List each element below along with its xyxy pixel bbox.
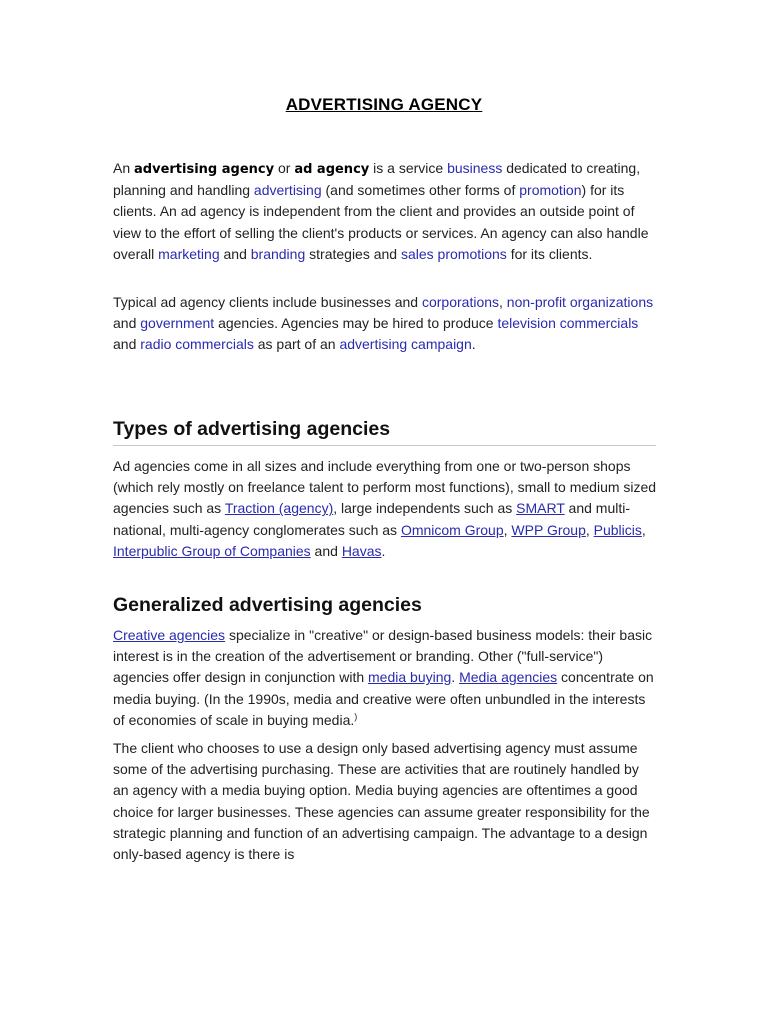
text: , bbox=[499, 294, 507, 310]
link-traction-agency[interactable]: Traction (agency) bbox=[224, 500, 334, 517]
link-publicis[interactable]: Publicis bbox=[593, 521, 642, 538]
generalized-paragraph-1 bbox=[113, 625, 658, 731]
text: and bbox=[310, 542, 342, 559]
text: concentrate on media buying. (In the 1990s, media and creative were often unbundled in the interests of economies of scale in buying media. bbox=[113, 669, 654, 728]
link-advertising[interactable]: advertising bbox=[253, 182, 322, 199]
link-non-profit-organizations[interactable]: non-profit organizations bbox=[506, 294, 654, 310]
text: , bbox=[641, 521, 646, 538]
text: (and sometimes other forms of bbox=[321, 182, 520, 199]
link-wpp-group[interactable]: WPP Group bbox=[511, 521, 586, 538]
link-media-agencies[interactable]: Media agencies bbox=[459, 669, 558, 686]
types-paragraph bbox=[113, 456, 658, 562]
link-corporations[interactable]: corporations bbox=[421, 294, 500, 310]
document-title: ADVERTISING AGENCY bbox=[285, 95, 483, 114]
text: strategies and bbox=[305, 245, 401, 262]
text: . bbox=[451, 669, 460, 686]
text: and bbox=[113, 336, 141, 353]
text: Typical ad agency clients include businesses and bbox=[113, 294, 422, 310]
generalized-paragraph-2: The client who chooses to use a design only based advertising agency must assume some of the advertising purchasing. These are activities that are routinely handled by an agency with a media buying option. Media buying agencies are oftentimes a good choice for larger businesses. These agencies can assume greater responsibility for the strategic planning and function of an advertising campaign. The advantage to a design only-based agency is there is bbox=[113, 740, 650, 863]
intro-paragraph-1 bbox=[113, 158, 658, 265]
link-smart[interactable]: SMART bbox=[516, 500, 565, 517]
term-advertising-agency: advertising agency bbox=[134, 162, 275, 177]
link-marketing[interactable]: marketing bbox=[158, 245, 220, 262]
text: for its clients. bbox=[506, 245, 593, 262]
link-branding[interactable]: branding bbox=[250, 245, 306, 262]
section-heading-generalized: Generalized advertising agencies bbox=[113, 594, 422, 616]
link-advertising-campaign[interactable]: advertising campaign bbox=[339, 336, 472, 353]
term-ad-agency: ad agency bbox=[294, 162, 370, 177]
text: as part of an bbox=[253, 336, 340, 353]
text: ) for its clients. An ad agency is independent from the client and provides an outside point of view to the effort of selling the client's products or services. An agency can also handle overall bbox=[113, 182, 649, 262]
section-heading-types: Types of advertising agencies bbox=[113, 418, 656, 446]
link-radio-commercials[interactable]: radio commercials bbox=[140, 336, 254, 353]
link-interpublic-group[interactable]: Interpublic Group of Companies bbox=[113, 542, 311, 559]
text: specialize in "creative" or design-based business models: their basic interest is in the creation of the advertisement or branding. Other ("full-service") agencies offer design in conjunction with bbox=[113, 627, 653, 686]
link-media-buying[interactable]: media buying bbox=[368, 669, 452, 686]
link-sales-promotions[interactable]: sales promotions bbox=[400, 245, 507, 262]
link-omnicom-group[interactable]: Omnicom Group bbox=[400, 521, 504, 538]
superscript-mark: ) bbox=[354, 711, 358, 722]
text: . bbox=[381, 542, 386, 559]
link-television-commercials[interactable]: television commercials bbox=[497, 315, 639, 332]
intro-paragraph-2 bbox=[113, 292, 658, 356]
text: . bbox=[471, 336, 476, 353]
link-havas[interactable]: Havas bbox=[341, 542, 382, 559]
text: and multi-national, multi-agency conglomerates such as bbox=[113, 500, 631, 538]
text: , large independents such as bbox=[333, 500, 517, 517]
text: An bbox=[113, 160, 135, 176]
link-creative-agencies[interactable]: Creative agencies bbox=[113, 627, 226, 643]
link-business[interactable]: business bbox=[447, 160, 503, 176]
text: Ad agencies come in all sizes and include everything from one or two-person shops (which rely mostly on freelance talent to perform most functions), small to medium sized agencies such as bbox=[113, 458, 657, 517]
text: and bbox=[113, 315, 141, 332]
text: agencies. Agencies may be hired to produce bbox=[214, 315, 498, 332]
text: is a service bbox=[369, 160, 448, 176]
text: and bbox=[219, 245, 251, 262]
text: or bbox=[274, 160, 295, 176]
text: dedicated to creating, planning and handling bbox=[113, 160, 641, 199]
text: , bbox=[503, 521, 512, 538]
link-promotion[interactable]: promotion bbox=[519, 182, 582, 199]
link-government[interactable]: government bbox=[140, 315, 215, 332]
text: , bbox=[585, 521, 594, 538]
